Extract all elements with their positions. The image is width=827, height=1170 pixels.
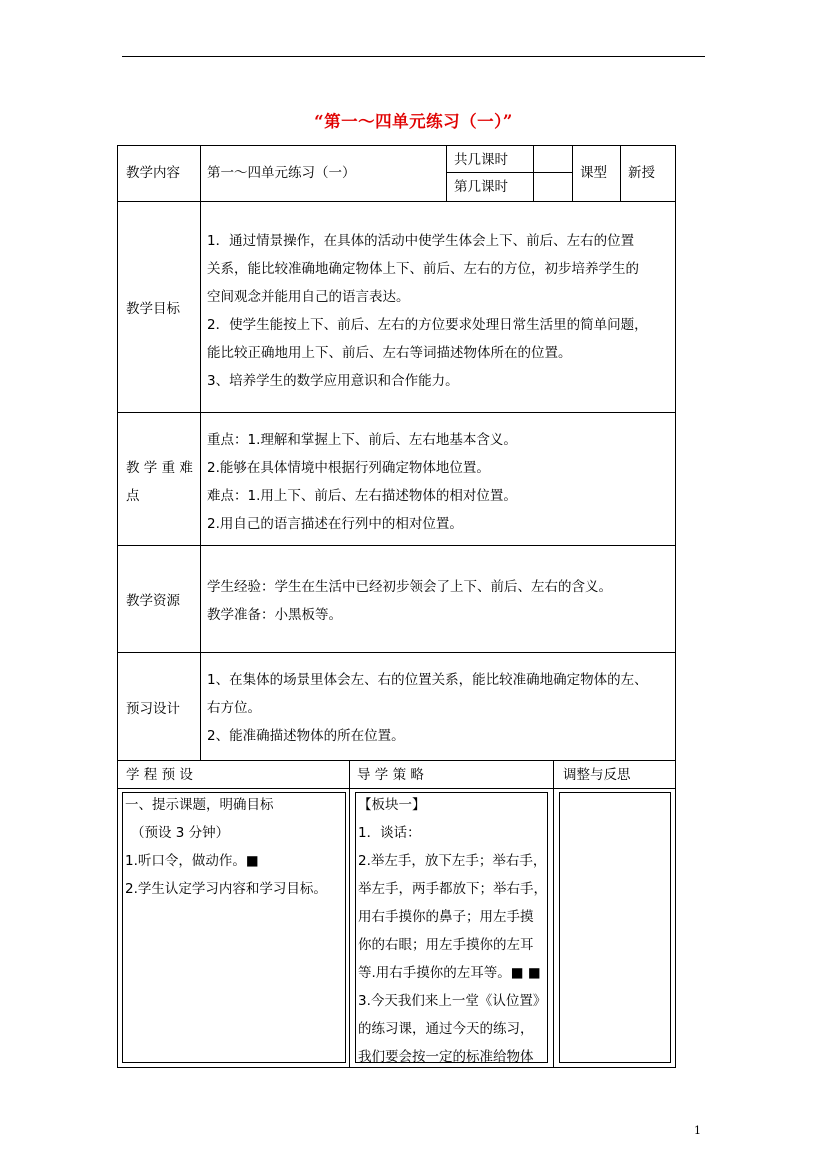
resources-label: 教学资源 xyxy=(126,593,180,609)
content-label: 教学内容 xyxy=(126,165,180,181)
lesson-type-label: 课型 xyxy=(580,165,607,181)
goals-label: 教学目标 xyxy=(126,301,180,317)
preview-text: 1、在集体的场景里体会左、右的位置关系，能比较准确地确定物体的左、 右方位。 2、能准确描述物体的所在位置。 xyxy=(207,672,648,744)
page-number: 1 xyxy=(694,1124,701,1137)
goals-text: 1．通过情景操作，在具体的活动中使学生体会上下、前后、左右的位置 关系，能比较准确地确定物体上下、前后、左右的方位，初步培养学生的 空间观念并能用自己的语言表达。 2．使学生能按上下、前后、左右的方位要求处理日常生活里的简单问题， 能比较正确地用上下、前后、左右等词描述物体所在的位置。 3、培养学生的数学应用意识和合作能力。 xyxy=(207,233,648,389)
process-col2-header: 导 学 策 略 xyxy=(357,767,424,783)
header-rule xyxy=(122,56,705,57)
preview-label: 预习设计 xyxy=(126,701,180,717)
resources-text: 学生经验：学生在生活中已经初步领会了上下、前后、左右的含义。 教学准备：小黑板等。 xyxy=(207,579,612,623)
process-col2-text: 【板块一】 1．谈话： 2.举左手，放下左手；举右手， 举左手，两手都放下；举右手， 用右手摸你的鼻子；用左手摸 你的右眼；用左手摸你的左耳 等.用右手摸你的左耳等。■ ■ 3.今天我们来上一堂《认位置》 的练习课，通过今天的练习， 我们要会按一定的标准给物体 xyxy=(358,797,547,1065)
lesson-type-value: 新授 xyxy=(628,165,655,181)
process-col3-header: 调整与反思 xyxy=(563,767,631,783)
total-lessons-label: 共几课时 xyxy=(454,152,508,168)
lesson-number-label: 第几课时 xyxy=(454,179,508,195)
key-points-label: 教 学 重 难 点 xyxy=(126,460,193,504)
process-col1-text: 一、提示课题，明确目标 （预设 3 分钟） 1.听口令，做动作。■ 2.学生认定学习内容和学习目标。 xyxy=(125,797,327,897)
process-col1-header: 学 程 预 设 xyxy=(126,767,193,783)
content-value: 第一～四单元练习（一） xyxy=(207,165,356,181)
document-title: “第一～四单元练习（一）” xyxy=(314,112,513,131)
key-points-text: 重点：1.理解和掌握上下、前后、左右地基本含义。 2.能够在具体情境中根据行列确定物体地位置。 难点：1.用上下、前后、左右描述物体的相对位置。 2.用自己的语言描述在行列中的相对位置。 xyxy=(207,432,517,532)
